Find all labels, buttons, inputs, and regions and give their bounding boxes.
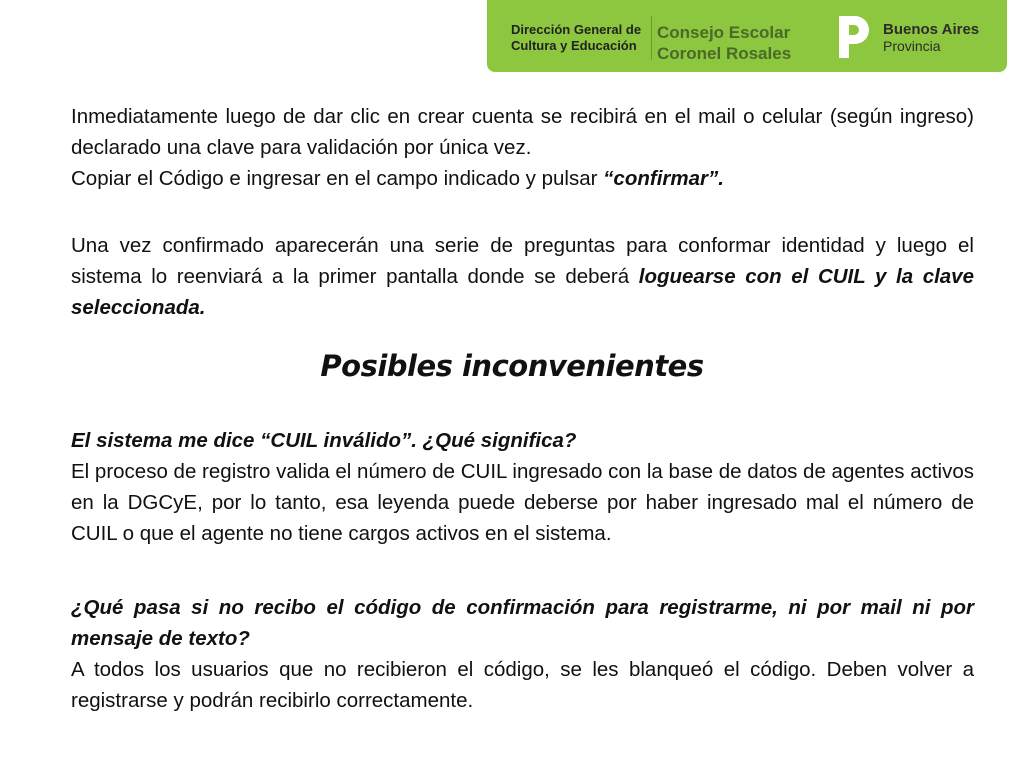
para2-body (71, 230, 974, 323)
faq-codigo-confirmacion (71, 592, 974, 716)
q1-title: El sistema me dice “CUIL inválido”. ¿Qué significa? (71, 429, 577, 452)
header-banner (487, 0, 1007, 72)
para2-bold: loguearse con el CUIL y la clave seleccionada. (71, 265, 974, 319)
paragraph-validation (71, 101, 974, 194)
paragraph-confirmation (71, 230, 974, 323)
q2-body: A todos los usuarios que no recibieron el código, se les blanqueó el código. Deben volver a registrarse y podrán recibirlo correctamente. (71, 658, 974, 712)
q2-title: ¿Qué pasa si no recibo el código de confirmación para registrarme, ni por mail ni por mensaje de texto? (71, 596, 974, 650)
para1-line2 (71, 163, 974, 194)
dgc-line-2: Cultura y Educación (511, 38, 637, 53)
section-heading: Posibles inconvenientes (320, 349, 704, 383)
buenos-aires-provincia-text (883, 22, 979, 54)
pba-p-logo-icon (833, 12, 873, 62)
para2-text: Una vez confirmado aparecerán una serie de preguntas para conformar identidad y luego el sistema lo reenviará a la primer pantalla donde se deberá (71, 234, 974, 288)
q1-body: El proceso de registro valida el número de CUIL ingresado con la base de datos de agentes activos en la DGCyE, por lo tanto, esa leyenda puede deberse por haber ingresado mal el número de CUIL o que el agente no tiene cargos activos en el sistema. (71, 460, 974, 545)
header-divider (651, 16, 652, 60)
faq-cuil-invalido (71, 425, 974, 549)
pba-line-1: Buenos Aires (883, 21, 980, 38)
pba-line-2: Provincia (883, 38, 941, 54)
para1-text: Inmediatamente luego de dar clic en crear cuenta se recibirá en el mail o celular (según ingreso) declarado una clave para validación por única vez. (71, 105, 974, 159)
ce-line-2: Coronel Rosales (657, 44, 792, 63)
ce-line-1: Consejo Escolar (657, 23, 791, 42)
dgc-logo-text (511, 22, 641, 54)
consejo-escolar-text (657, 22, 791, 64)
para1-line2-prefix: Copiar el Código e ingresar en el campo indicado y pulsar (71, 167, 604, 190)
para1-line2-bold: “confirmar”. (603, 167, 724, 190)
dgc-line-1: Dirección General de (511, 22, 642, 37)
